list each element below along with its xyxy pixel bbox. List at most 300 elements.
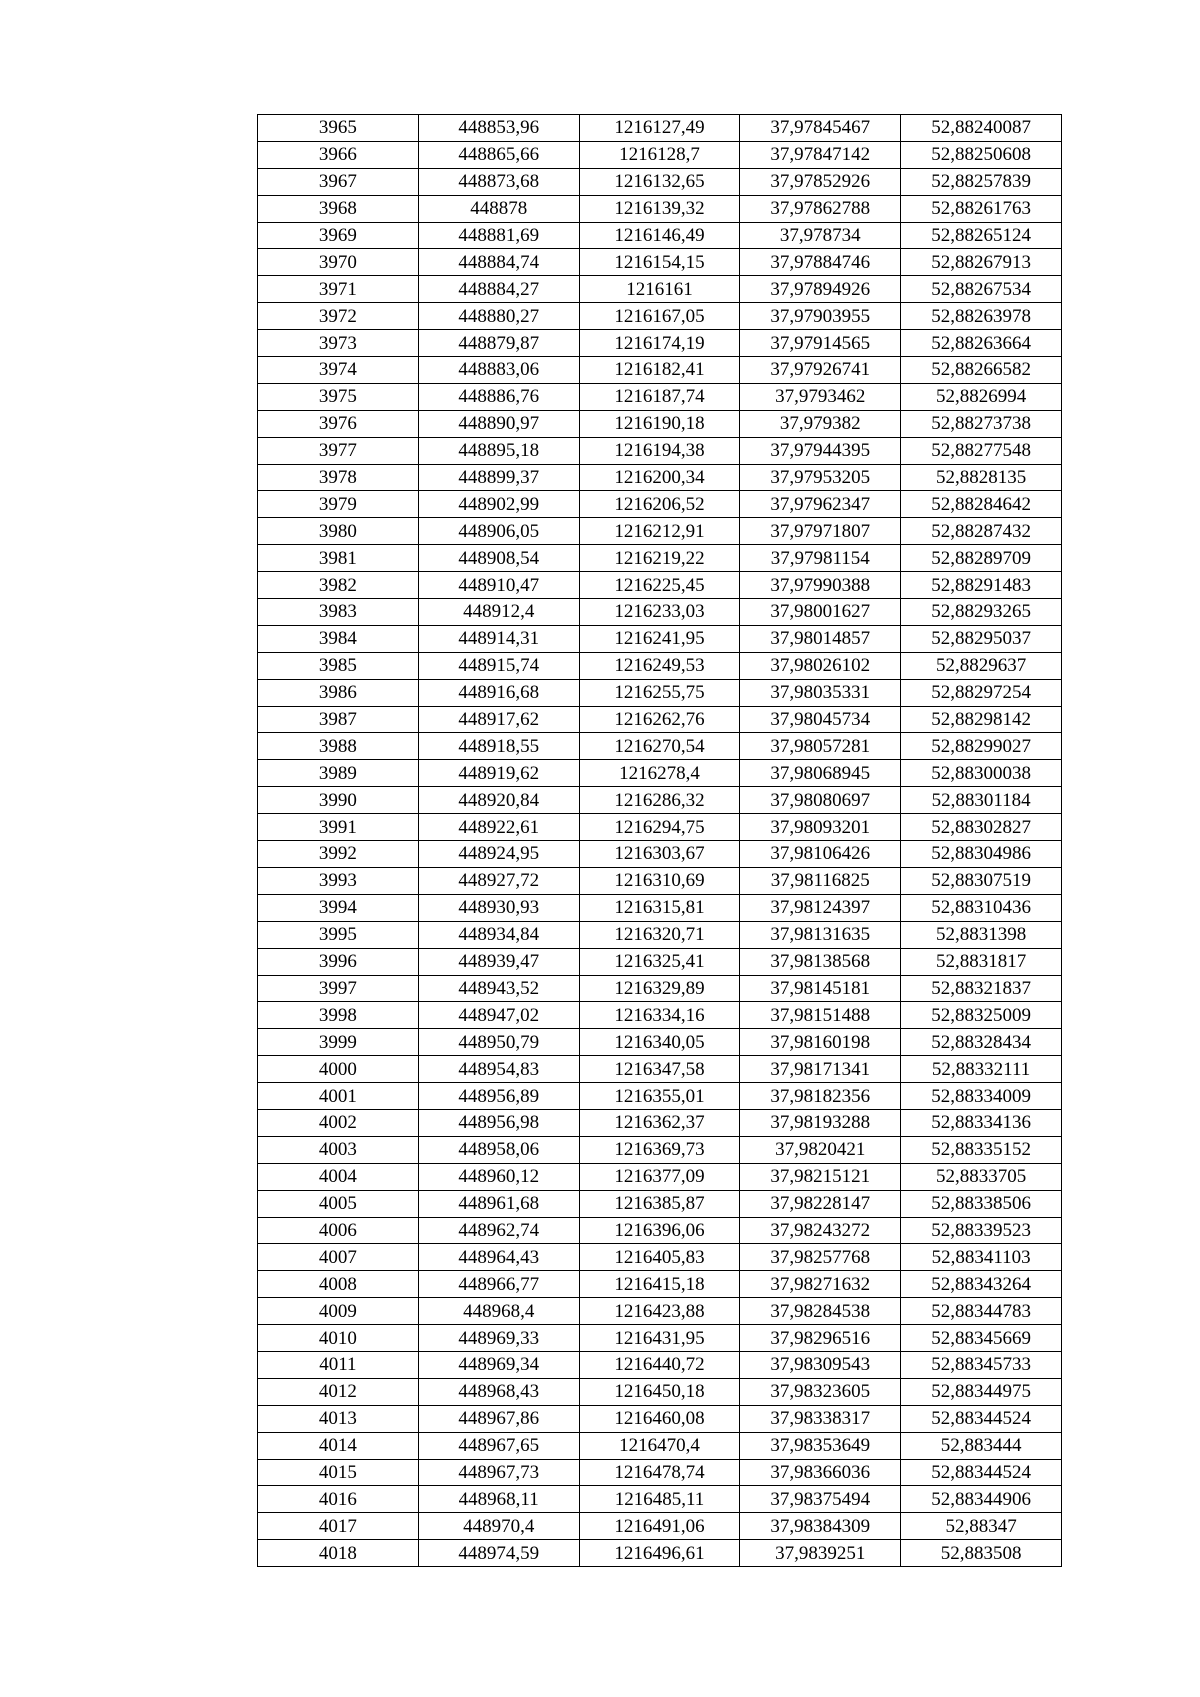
x-coordinate-cell: 448967,65 xyxy=(418,1432,579,1459)
table-row xyxy=(258,410,1062,437)
table-row xyxy=(258,1432,1062,1459)
longitude-cell: 37,978734 xyxy=(740,222,901,249)
longitude-cell: 37,97926741 xyxy=(740,357,901,384)
latitude-cell: 52,88263664 xyxy=(901,330,1062,357)
longitude-cell: 37,98026102 xyxy=(740,652,901,679)
point-number-cell: 3992 xyxy=(258,841,419,868)
y-coordinate-cell: 1216320,71 xyxy=(579,921,740,948)
point-number-cell: 3983 xyxy=(258,599,419,626)
longitude-cell: 37,98171341 xyxy=(740,1056,901,1083)
x-coordinate-cell: 448956,98 xyxy=(418,1109,579,1136)
y-coordinate-cell: 1216396,06 xyxy=(579,1217,740,1244)
table-row xyxy=(258,787,1062,814)
latitude-cell: 52,8833705 xyxy=(901,1163,1062,1190)
point-number-cell: 3973 xyxy=(258,330,419,357)
table-row xyxy=(258,276,1062,303)
y-coordinate-cell: 1216310,69 xyxy=(579,867,740,894)
table-row xyxy=(258,1056,1062,1083)
y-coordinate-cell: 1216423,88 xyxy=(579,1298,740,1325)
y-coordinate-cell: 1216340,05 xyxy=(579,1029,740,1056)
y-coordinate-cell: 1216496,61 xyxy=(579,1540,740,1567)
latitude-cell: 52,88261763 xyxy=(901,195,1062,222)
table-row xyxy=(258,733,1062,760)
table-row xyxy=(258,491,1062,518)
latitude-cell: 52,88293265 xyxy=(901,599,1062,626)
y-coordinate-cell: 1216212,91 xyxy=(579,518,740,545)
table-row xyxy=(258,1002,1062,1029)
point-number-cell: 3997 xyxy=(258,975,419,1002)
table-row xyxy=(258,572,1062,599)
point-number-cell: 3976 xyxy=(258,410,419,437)
point-number-cell: 3990 xyxy=(258,787,419,814)
point-number-cell: 4003 xyxy=(258,1136,419,1163)
point-number-cell: 3998 xyxy=(258,1002,419,1029)
longitude-cell: 37,97962347 xyxy=(740,491,901,518)
longitude-cell: 37,98366036 xyxy=(740,1459,901,1486)
y-coordinate-cell: 1216460,08 xyxy=(579,1405,740,1432)
point-number-cell: 3974 xyxy=(258,357,419,384)
y-coordinate-cell: 1216355,01 xyxy=(579,1083,740,1110)
point-number-cell: 4004 xyxy=(258,1163,419,1190)
point-number-cell: 4015 xyxy=(258,1459,419,1486)
x-coordinate-cell: 448922,61 xyxy=(418,814,579,841)
latitude-cell: 52,88334009 xyxy=(901,1083,1062,1110)
latitude-cell: 52,88287432 xyxy=(901,518,1062,545)
table-row xyxy=(258,357,1062,384)
y-coordinate-cell: 1216154,15 xyxy=(579,249,740,276)
x-coordinate-cell: 448962,74 xyxy=(418,1217,579,1244)
point-number-cell: 3971 xyxy=(258,276,419,303)
y-coordinate-cell: 1216262,76 xyxy=(579,706,740,733)
table-row xyxy=(258,464,1062,491)
point-number-cell: 3978 xyxy=(258,464,419,491)
table-row xyxy=(258,599,1062,626)
latitude-cell: 52,88344975 xyxy=(901,1378,1062,1405)
x-coordinate-cell: 448918,55 xyxy=(418,733,579,760)
point-number-cell: 3969 xyxy=(258,222,419,249)
latitude-cell: 52,88289709 xyxy=(901,545,1062,572)
latitude-cell: 52,88265124 xyxy=(901,222,1062,249)
point-number-cell: 3985 xyxy=(258,652,419,679)
table-row xyxy=(258,195,1062,222)
latitude-cell: 52,88240087 xyxy=(901,115,1062,142)
x-coordinate-cell: 448895,18 xyxy=(418,437,579,464)
y-coordinate-cell: 1216241,95 xyxy=(579,625,740,652)
x-coordinate-cell: 448912,4 xyxy=(418,599,579,626)
latitude-cell: 52,88343264 xyxy=(901,1271,1062,1298)
table-row xyxy=(258,1325,1062,1352)
longitude-cell: 37,98068945 xyxy=(740,760,901,787)
longitude-cell: 37,98131635 xyxy=(740,921,901,948)
latitude-cell: 52,88328434 xyxy=(901,1029,1062,1056)
x-coordinate-cell: 448967,86 xyxy=(418,1405,579,1432)
latitude-cell: 52,88321837 xyxy=(901,975,1062,1002)
y-coordinate-cell: 1216470,4 xyxy=(579,1432,740,1459)
longitude-cell: 37,9820421 xyxy=(740,1136,901,1163)
latitude-cell: 52,88335152 xyxy=(901,1136,1062,1163)
y-coordinate-cell: 1216377,09 xyxy=(579,1163,740,1190)
latitude-cell: 52,88344524 xyxy=(901,1459,1062,1486)
x-coordinate-cell: 448916,68 xyxy=(418,679,579,706)
latitude-cell: 52,88295037 xyxy=(901,625,1062,652)
latitude-cell: 52,8831398 xyxy=(901,921,1062,948)
table-row xyxy=(258,303,1062,330)
latitude-cell: 52,88347 xyxy=(901,1513,1062,1540)
latitude-cell: 52,88339523 xyxy=(901,1217,1062,1244)
point-number-cell: 3987 xyxy=(258,706,419,733)
y-coordinate-cell: 1216315,81 xyxy=(579,894,740,921)
y-coordinate-cell: 1216200,34 xyxy=(579,464,740,491)
longitude-cell: 37,98257768 xyxy=(740,1244,901,1271)
x-coordinate-cell: 448950,79 xyxy=(418,1029,579,1056)
table-row xyxy=(258,1486,1062,1513)
longitude-cell: 37,98215121 xyxy=(740,1163,901,1190)
y-coordinate-cell: 1216174,19 xyxy=(579,330,740,357)
y-coordinate-cell: 1216146,49 xyxy=(579,222,740,249)
latitude-cell: 52,883508 xyxy=(901,1540,1062,1567)
y-coordinate-cell: 1216415,18 xyxy=(579,1271,740,1298)
point-number-cell: 4014 xyxy=(258,1432,419,1459)
x-coordinate-cell: 448968,11 xyxy=(418,1486,579,1513)
longitude-cell: 37,98124397 xyxy=(740,894,901,921)
x-coordinate-cell: 448881,69 xyxy=(418,222,579,249)
table-row xyxy=(258,141,1062,168)
longitude-cell: 37,98035331 xyxy=(740,679,901,706)
latitude-cell: 52,88334136 xyxy=(901,1109,1062,1136)
y-coordinate-cell: 1216478,74 xyxy=(579,1459,740,1486)
x-coordinate-cell: 448915,74 xyxy=(418,652,579,679)
y-coordinate-cell: 1216450,18 xyxy=(579,1378,740,1405)
x-coordinate-cell: 448956,89 xyxy=(418,1083,579,1110)
longitude-cell: 37,98138568 xyxy=(740,948,901,975)
table-row xyxy=(258,867,1062,894)
longitude-cell: 37,98145181 xyxy=(740,975,901,1002)
table-row xyxy=(258,814,1062,841)
latitude-cell: 52,88338506 xyxy=(901,1190,1062,1217)
point-number-cell: 3991 xyxy=(258,814,419,841)
y-coordinate-cell: 1216194,38 xyxy=(579,437,740,464)
y-coordinate-cell: 1216190,18 xyxy=(579,410,740,437)
point-number-cell: 3972 xyxy=(258,303,419,330)
y-coordinate-cell: 1216431,95 xyxy=(579,1325,740,1352)
table-row xyxy=(258,1540,1062,1567)
longitude-cell: 37,97944395 xyxy=(740,437,901,464)
y-coordinate-cell: 1216219,22 xyxy=(579,545,740,572)
longitude-cell: 37,97884746 xyxy=(740,249,901,276)
longitude-cell: 37,97847142 xyxy=(740,141,901,168)
point-number-cell: 3977 xyxy=(258,437,419,464)
x-coordinate-cell: 448968,43 xyxy=(418,1378,579,1405)
x-coordinate-cell: 448930,93 xyxy=(418,894,579,921)
y-coordinate-cell: 1216233,03 xyxy=(579,599,740,626)
table-row xyxy=(258,975,1062,1002)
latitude-cell: 52,88263978 xyxy=(901,303,1062,330)
table-row xyxy=(258,1109,1062,1136)
latitude-cell: 52,88344906 xyxy=(901,1486,1062,1513)
latitude-cell: 52,8831817 xyxy=(901,948,1062,975)
longitude-cell: 37,97845467 xyxy=(740,115,901,142)
x-coordinate-cell: 448967,73 xyxy=(418,1459,579,1486)
table-row xyxy=(258,1190,1062,1217)
latitude-cell: 52,883444 xyxy=(901,1432,1062,1459)
x-coordinate-cell: 448902,99 xyxy=(418,491,579,518)
longitude-cell: 37,98309543 xyxy=(740,1351,901,1378)
table-row xyxy=(258,894,1062,921)
longitude-cell: 37,98093201 xyxy=(740,814,901,841)
longitude-cell: 37,98296516 xyxy=(740,1325,901,1352)
y-coordinate-cell: 1216329,89 xyxy=(579,975,740,1002)
table-row xyxy=(258,330,1062,357)
latitude-cell: 52,88257839 xyxy=(901,168,1062,195)
latitude-cell: 52,88344783 xyxy=(901,1298,1062,1325)
latitude-cell: 52,88266582 xyxy=(901,357,1062,384)
point-number-cell: 4017 xyxy=(258,1513,419,1540)
x-coordinate-cell: 448886,76 xyxy=(418,383,579,410)
table-row xyxy=(258,1378,1062,1405)
table-row xyxy=(258,1271,1062,1298)
point-number-cell: 3965 xyxy=(258,115,419,142)
x-coordinate-cell: 448879,87 xyxy=(418,330,579,357)
latitude-cell: 52,8828135 xyxy=(901,464,1062,491)
y-coordinate-cell: 1216385,87 xyxy=(579,1190,740,1217)
table-row xyxy=(258,1217,1062,1244)
point-number-cell: 3994 xyxy=(258,894,419,921)
x-coordinate-cell: 448954,83 xyxy=(418,1056,579,1083)
table-row xyxy=(258,545,1062,572)
y-coordinate-cell: 1216182,41 xyxy=(579,357,740,384)
point-number-cell: 4006 xyxy=(258,1217,419,1244)
point-number-cell: 4010 xyxy=(258,1325,419,1352)
y-coordinate-cell: 1216270,54 xyxy=(579,733,740,760)
latitude-cell: 52,88345669 xyxy=(901,1325,1062,1352)
x-coordinate-cell: 448966,77 xyxy=(418,1271,579,1298)
x-coordinate-cell: 448960,12 xyxy=(418,1163,579,1190)
latitude-cell: 52,8826994 xyxy=(901,383,1062,410)
y-coordinate-cell: 1216485,11 xyxy=(579,1486,740,1513)
latitude-cell: 52,88250608 xyxy=(901,141,1062,168)
table-row xyxy=(258,168,1062,195)
longitude-cell: 37,98116825 xyxy=(740,867,901,894)
table-row xyxy=(258,1513,1062,1540)
table-row xyxy=(258,1163,1062,1190)
y-coordinate-cell: 1216187,74 xyxy=(579,383,740,410)
longitude-cell: 37,97981154 xyxy=(740,545,901,572)
y-coordinate-cell: 1216127,49 xyxy=(579,115,740,142)
point-number-cell: 3979 xyxy=(258,491,419,518)
y-coordinate-cell: 1216294,75 xyxy=(579,814,740,841)
table-row xyxy=(258,1029,1062,1056)
latitude-cell: 52,88325009 xyxy=(901,1002,1062,1029)
longitude-cell: 37,98284538 xyxy=(740,1298,901,1325)
point-number-cell: 4000 xyxy=(258,1056,419,1083)
x-coordinate-cell: 448884,27 xyxy=(418,276,579,303)
x-coordinate-cell: 448853,96 xyxy=(418,115,579,142)
latitude-cell: 52,88267534 xyxy=(901,276,1062,303)
longitude-cell: 37,97894926 xyxy=(740,276,901,303)
y-coordinate-cell: 1216325,41 xyxy=(579,948,740,975)
latitude-cell: 52,88277548 xyxy=(901,437,1062,464)
y-coordinate-cell: 1216405,83 xyxy=(579,1244,740,1271)
point-number-cell: 3982 xyxy=(258,572,419,599)
longitude-cell: 37,98080697 xyxy=(740,787,901,814)
table-row xyxy=(258,625,1062,652)
longitude-cell: 37,98323605 xyxy=(740,1378,901,1405)
table-row xyxy=(258,1351,1062,1378)
y-coordinate-cell: 1216128,7 xyxy=(579,141,740,168)
point-number-cell: 3970 xyxy=(258,249,419,276)
longitude-cell: 37,98106426 xyxy=(740,841,901,868)
latitude-cell: 52,88300038 xyxy=(901,760,1062,787)
table-row xyxy=(258,518,1062,545)
latitude-cell: 52,88301184 xyxy=(901,787,1062,814)
point-number-cell: 3993 xyxy=(258,867,419,894)
x-coordinate-cell: 448958,06 xyxy=(418,1136,579,1163)
point-number-cell: 4001 xyxy=(258,1083,419,1110)
table-row xyxy=(258,841,1062,868)
latitude-cell: 52,88291483 xyxy=(901,572,1062,599)
y-coordinate-cell: 1216132,65 xyxy=(579,168,740,195)
longitude-cell: 37,97914565 xyxy=(740,330,901,357)
y-coordinate-cell: 1216334,16 xyxy=(579,1002,740,1029)
longitude-cell: 37,98375494 xyxy=(740,1486,901,1513)
x-coordinate-cell: 448908,54 xyxy=(418,545,579,572)
x-coordinate-cell: 448880,27 xyxy=(418,303,579,330)
table-row xyxy=(258,706,1062,733)
y-coordinate-cell: 1216255,75 xyxy=(579,679,740,706)
table-row xyxy=(258,921,1062,948)
point-number-cell: 3975 xyxy=(258,383,419,410)
point-number-cell: 3968 xyxy=(258,195,419,222)
table-row xyxy=(258,222,1062,249)
x-coordinate-cell: 448964,43 xyxy=(418,1244,579,1271)
table-row xyxy=(258,1136,1062,1163)
latitude-cell: 52,88273738 xyxy=(901,410,1062,437)
latitude-cell: 52,88310436 xyxy=(901,894,1062,921)
longitude-cell: 37,98151488 xyxy=(740,1002,901,1029)
longitude-cell: 37,97953205 xyxy=(740,464,901,491)
point-number-cell: 3981 xyxy=(258,545,419,572)
y-coordinate-cell: 1216161 xyxy=(579,276,740,303)
point-number-cell: 4008 xyxy=(258,1271,419,1298)
longitude-cell: 37,98182356 xyxy=(740,1083,901,1110)
x-coordinate-cell: 448914,31 xyxy=(418,625,579,652)
table-row xyxy=(258,1244,1062,1271)
longitude-cell: 37,98353649 xyxy=(740,1432,901,1459)
longitude-cell: 37,9793462 xyxy=(740,383,901,410)
longitude-cell: 37,979382 xyxy=(740,410,901,437)
y-coordinate-cell: 1216225,45 xyxy=(579,572,740,599)
x-coordinate-cell: 448920,84 xyxy=(418,787,579,814)
y-coordinate-cell: 1216440,72 xyxy=(579,1351,740,1378)
point-number-cell: 3980 xyxy=(258,518,419,545)
longitude-cell: 37,98271632 xyxy=(740,1271,901,1298)
x-coordinate-cell: 448961,68 xyxy=(418,1190,579,1217)
point-number-cell: 4016 xyxy=(258,1486,419,1513)
longitude-cell: 37,98045734 xyxy=(740,706,901,733)
point-number-cell: 4009 xyxy=(258,1298,419,1325)
coordinates-table xyxy=(257,114,1062,1567)
longitude-cell: 37,97903955 xyxy=(740,303,901,330)
x-coordinate-cell: 448970,4 xyxy=(418,1513,579,1540)
point-number-cell: 4011 xyxy=(258,1351,419,1378)
y-coordinate-cell: 1216139,32 xyxy=(579,195,740,222)
table-row xyxy=(258,1405,1062,1432)
point-number-cell: 3999 xyxy=(258,1029,419,1056)
x-coordinate-cell: 448910,47 xyxy=(418,572,579,599)
x-coordinate-cell: 448906,05 xyxy=(418,518,579,545)
table-row xyxy=(258,679,1062,706)
x-coordinate-cell: 448884,74 xyxy=(418,249,579,276)
point-number-cell: 4012 xyxy=(258,1378,419,1405)
y-coordinate-cell: 1216167,05 xyxy=(579,303,740,330)
x-coordinate-cell: 448968,4 xyxy=(418,1298,579,1325)
point-number-cell: 3996 xyxy=(258,948,419,975)
longitude-cell: 37,97852926 xyxy=(740,168,901,195)
point-number-cell: 4005 xyxy=(258,1190,419,1217)
latitude-cell: 52,88299027 xyxy=(901,733,1062,760)
table-row xyxy=(258,437,1062,464)
longitude-cell: 37,98338317 xyxy=(740,1405,901,1432)
table-row xyxy=(258,948,1062,975)
point-number-cell: 3986 xyxy=(258,679,419,706)
x-coordinate-cell: 448883,06 xyxy=(418,357,579,384)
x-coordinate-cell: 448939,47 xyxy=(418,948,579,975)
latitude-cell: 52,88267913 xyxy=(901,249,1062,276)
latitude-cell: 52,88307519 xyxy=(901,867,1062,894)
table-row xyxy=(258,115,1062,142)
x-coordinate-cell: 448890,97 xyxy=(418,410,579,437)
y-coordinate-cell: 1216249,53 xyxy=(579,652,740,679)
table-row xyxy=(258,652,1062,679)
longitude-cell: 37,98243272 xyxy=(740,1217,901,1244)
x-coordinate-cell: 448919,62 xyxy=(418,760,579,787)
point-number-cell: 3988 xyxy=(258,733,419,760)
x-coordinate-cell: 448899,37 xyxy=(418,464,579,491)
point-number-cell: 3995 xyxy=(258,921,419,948)
longitude-cell: 37,97990388 xyxy=(740,572,901,599)
coordinates-table-body xyxy=(258,115,1062,1567)
x-coordinate-cell: 448947,02 xyxy=(418,1002,579,1029)
point-number-cell: 3966 xyxy=(258,141,419,168)
point-number-cell: 4013 xyxy=(258,1405,419,1432)
latitude-cell: 52,88345733 xyxy=(901,1351,1062,1378)
latitude-cell: 52,88341103 xyxy=(901,1244,1062,1271)
latitude-cell: 52,88304986 xyxy=(901,841,1062,868)
x-coordinate-cell: 448924,95 xyxy=(418,841,579,868)
y-coordinate-cell: 1216362,37 xyxy=(579,1109,740,1136)
longitude-cell: 37,98001627 xyxy=(740,599,901,626)
longitude-cell: 37,97971807 xyxy=(740,518,901,545)
x-coordinate-cell: 448917,62 xyxy=(418,706,579,733)
table-row xyxy=(258,383,1062,410)
table-row xyxy=(258,760,1062,787)
latitude-cell: 52,88332111 xyxy=(901,1056,1062,1083)
point-number-cell: 3989 xyxy=(258,760,419,787)
longitude-cell: 37,98014857 xyxy=(740,625,901,652)
latitude-cell: 52,88298142 xyxy=(901,706,1062,733)
y-coordinate-cell: 1216286,32 xyxy=(579,787,740,814)
point-number-cell: 3967 xyxy=(258,168,419,195)
x-coordinate-cell: 448969,33 xyxy=(418,1325,579,1352)
longitude-cell: 37,98193288 xyxy=(740,1109,901,1136)
longitude-cell: 37,97862788 xyxy=(740,195,901,222)
x-coordinate-cell: 448873,68 xyxy=(418,168,579,195)
x-coordinate-cell: 448969,34 xyxy=(418,1351,579,1378)
x-coordinate-cell: 448974,59 xyxy=(418,1540,579,1567)
x-coordinate-cell: 448934,84 xyxy=(418,921,579,948)
table-row xyxy=(258,1298,1062,1325)
longitude-cell: 37,98228147 xyxy=(740,1190,901,1217)
